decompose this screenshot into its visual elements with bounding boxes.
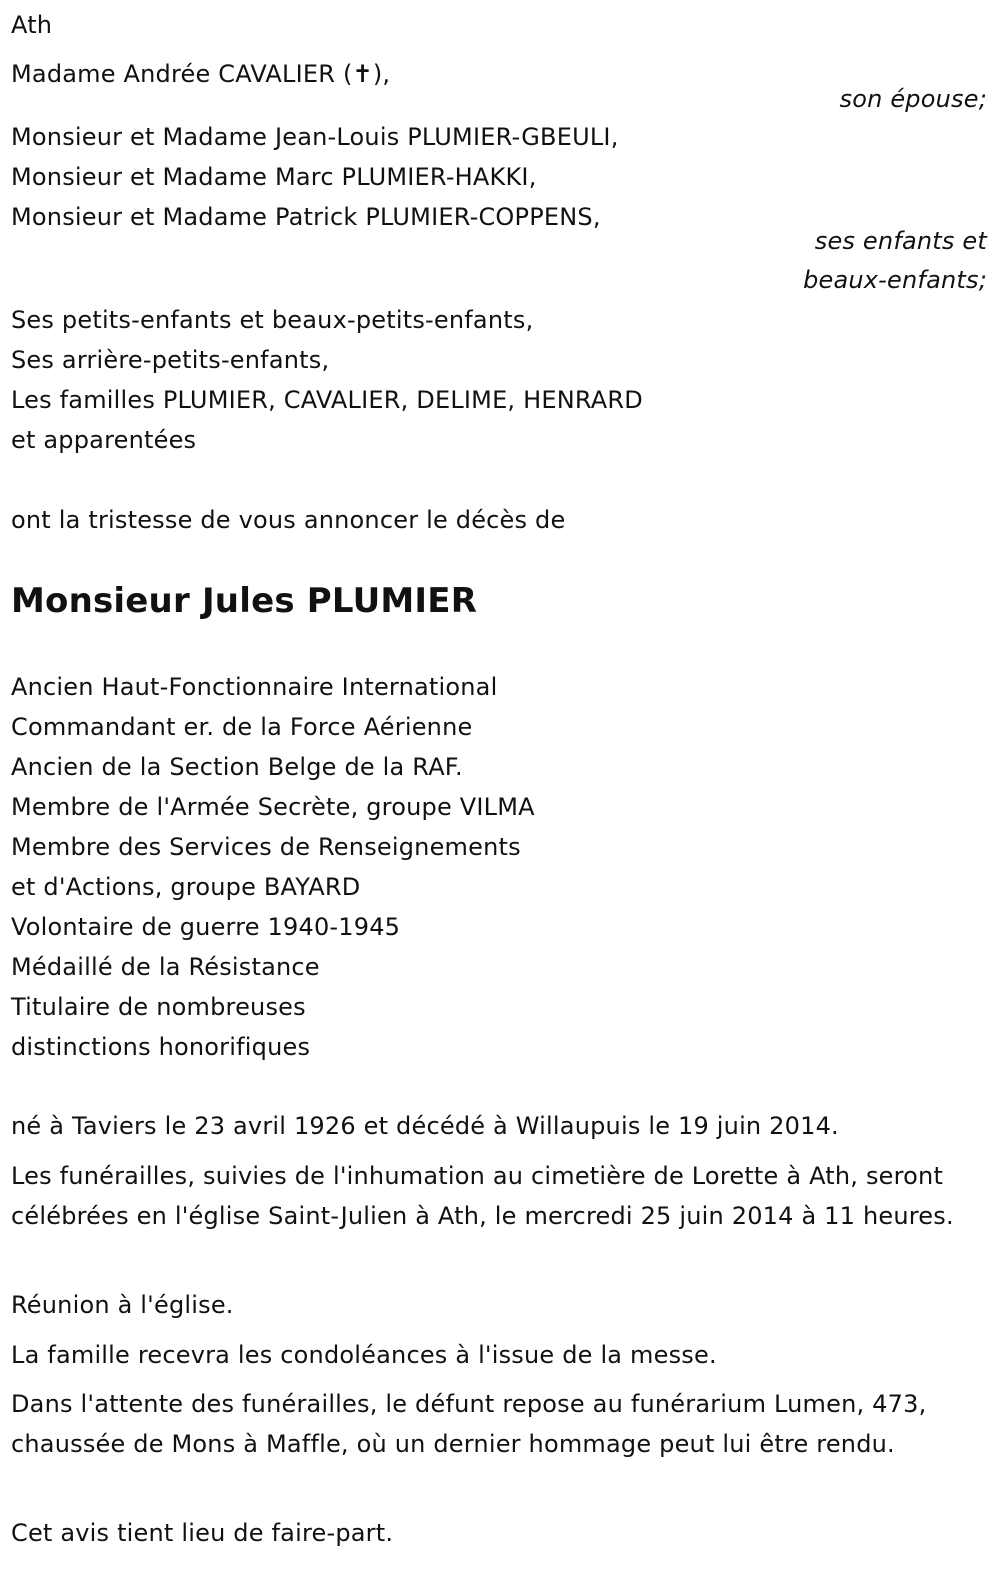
title-line: Titulaire de nombreuses [11, 993, 306, 1021]
title-line: Ancien Haut-Fonctionnaire International [11, 673, 498, 701]
notice-text: Cet avis tient lieu de faire-part. [11, 1519, 394, 1547]
family-line: Les familles PLUMIER, CAVALIER, DELIME, HENRARD [11, 386, 643, 414]
title-line: Membre des Services de Renseignements [11, 833, 521, 861]
repose-text: Dans l'attente des funérailles, le défunt repose au funérarium Lumen, 473, chaussée de Mons à Maffle, où un dernier hommage peut lui être rendu. [11, 1390, 927, 1458]
title-line: et d'Actions, groupe BAYARD [11, 873, 361, 901]
title-line: Volontaire de guerre 1940-1945 [11, 913, 401, 941]
deceased-name: Monsieur Jules PLUMIER [11, 581, 478, 621]
meeting-text: Réunion à l'église. [11, 1291, 234, 1319]
title-line: Ancien de la Section Belge de la RAF. [11, 753, 463, 781]
spouse-line: Madame Andrée CAVALIER (✝), [11, 60, 391, 88]
title-line: Médaillé de la Résistance [11, 953, 320, 981]
condolences-text: La famille recevra les condoléances à l'issue de la messe. [11, 1341, 717, 1369]
funeral-text: Les funérailles, suivies de l'inhumation au cimetière de Lorette à Ath, seront célébrées en l'église Saint-Julien à Ath, le mercredi 25 juin 2014 à 11 heures. [11, 1162, 954, 1230]
spouse-relation: son épouse; [839, 85, 987, 113]
title-line: Commandant er. de la Force Aérienne [11, 713, 473, 741]
announcement-text: ont la tristesse de vous annoncer le décès de [11, 506, 566, 534]
family-line: et apparentées [11, 426, 197, 454]
child-line: Monsieur et Madame Marc PLUMIER-HAKKI, [11, 163, 537, 191]
title-line: distinctions honorifiques [11, 1033, 311, 1061]
birth-death-text: né à Taviers le 23 avril 1926 et décédé à Willaupuis le 19 juin 2014. [11, 1112, 839, 1140]
child-line: Monsieur et Madame Patrick PLUMIER-COPPENS, [11, 203, 601, 231]
children-relation-line1: ses enfants et [814, 227, 987, 255]
place-heading: Ath [11, 11, 53, 39]
child-line: Monsieur et Madame Jean-Louis PLUMIER-GBEULI, [11, 123, 619, 151]
family-line: Ses arrière-petits-enfants, [11, 346, 330, 374]
title-line: Membre de l'Armée Secrète, groupe VILMA [11, 793, 535, 821]
children-relation-line2: beaux-enfants; [803, 266, 987, 294]
family-line: Ses petits-enfants et beaux-petits-enfants, [11, 306, 534, 334]
